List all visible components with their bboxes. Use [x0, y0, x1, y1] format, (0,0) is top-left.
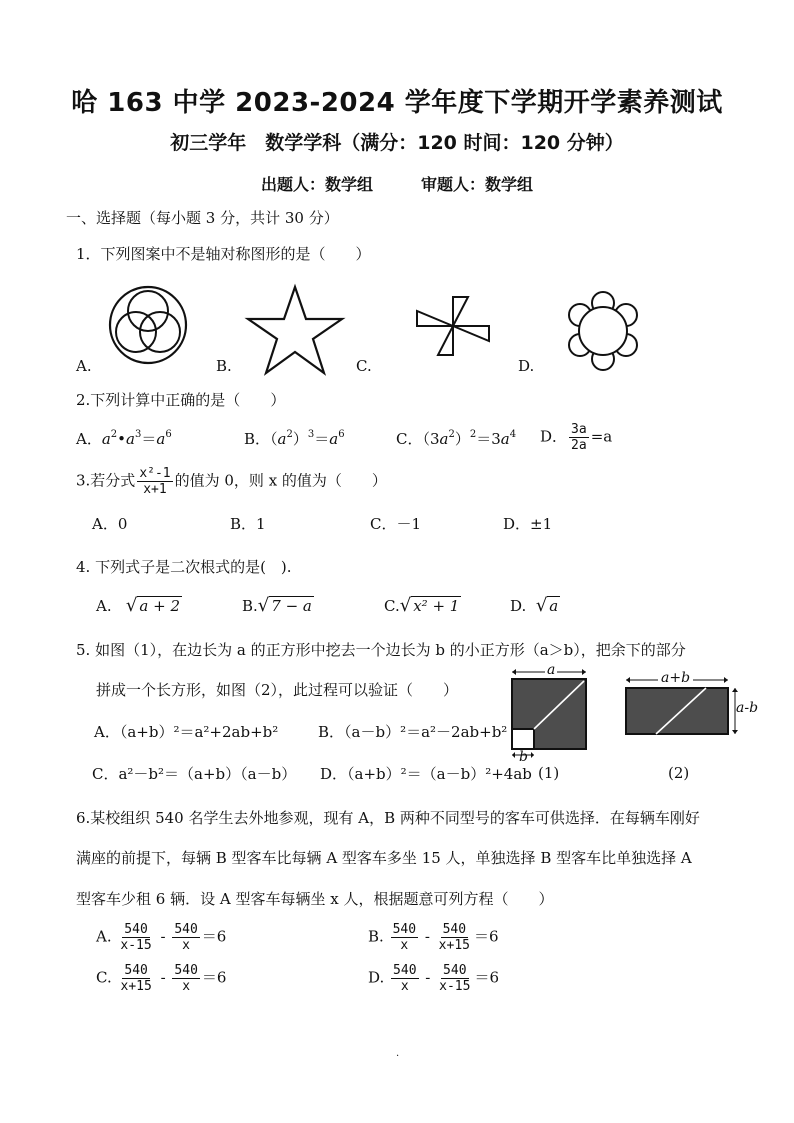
q6-b-frac2	[437, 922, 472, 953]
q4-option-d	[510, 596, 560, 616]
q1-figure-c-pinwheel	[413, 295, 493, 357]
q3-stem	[76, 466, 387, 497]
q2-option-b-label: B．	[244, 430, 271, 448]
q5-fig2-caption: (2)	[668, 764, 690, 782]
q4-c-radicand: x² + 1	[413, 597, 460, 615]
q4-a-label: A.	[96, 597, 112, 615]
q6-d-d1: x	[400, 979, 409, 994]
q3-numerator: x²-1	[139, 466, 171, 481]
q6-b-n2: 540	[442, 922, 467, 937]
q2-d-numerator: 3a	[571, 422, 587, 437]
q5-fig2-side-label	[736, 700, 758, 716]
q4-option-a	[96, 596, 182, 616]
q6-a-d1: x-15	[120, 938, 152, 953]
q2-option-b: B．$(a^2)^3=a^6$	[244, 429, 345, 448]
q5-fig2-side-text: a-b	[736, 700, 759, 716]
q6-d-label: D.	[368, 968, 385, 987]
q6-a-frac2	[172, 922, 199, 953]
footer-dot: .	[396, 1048, 400, 1059]
q6-c-frac2	[172, 963, 199, 994]
q1-figure-a-three-circles	[108, 285, 188, 365]
q4-d-radical: √ a	[535, 595, 559, 616]
q6-line2: 满座的前提下，每辆 B 型客车比每辆 A 型客车多坐 15 人，单独选择 B 型客车比单独选择 A	[76, 849, 692, 867]
q4-d-label: D.	[510, 597, 527, 615]
q1-option-c-label: C.	[356, 357, 372, 375]
q6-a-frac1	[118, 922, 153, 953]
q6-b-label: B.	[368, 927, 384, 946]
q6-line3: 型客车少租 6 辆．设 A 型客车每辆坐 x 人，根据题意可列方程（ ）	[76, 890, 554, 908]
q6-a-n2: 540	[174, 922, 198, 937]
q6-a-rhs: ＝6	[201, 927, 227, 946]
q1-figure-d-flower	[562, 290, 644, 372]
q5-fig1-top-label	[545, 662, 557, 678]
q4-option-c	[384, 596, 461, 616]
q6-c-rhs: ＝6	[201, 968, 227, 987]
q6-a-d2: x	[182, 938, 190, 953]
q3-denominator: x+1	[143, 482, 167, 497]
q6-c-n2: 540	[174, 963, 198, 978]
q1-figure-b-star	[245, 285, 345, 375]
q5-fig1-bottom-label	[519, 749, 528, 765]
q6-d-n1: 540	[393, 963, 417, 978]
section-heading: 一、选择题（每小题 3 分，共计 30 分）	[66, 209, 339, 227]
q5-option-c: C．a²－b²＝（a+b）（a－b）	[92, 765, 297, 783]
q4-c-radical: √ x² + 1	[399, 595, 460, 616]
q3-option-d: D．±1	[503, 515, 553, 533]
q6-c-label: C.	[96, 968, 112, 987]
exam-subtitle: 初三学年 数学学科（满分：120 时间：120 分钟）	[170, 132, 624, 154]
q6-option-b: B. $\frac{540}{x}$ - $\frac{540}{x+15}$ ＝6	[368, 922, 499, 953]
q6-b-d2: x+15	[438, 938, 470, 953]
q2-option-c: C．$(3a^2)^2=3a^4$	[396, 429, 517, 448]
q4-d-radicand: a	[549, 597, 559, 615]
q2-option-d	[540, 422, 612, 453]
q1-option-a-label: A.	[76, 357, 92, 375]
q5-fig2-top-text: a+b	[661, 670, 691, 686]
q6-d-frac2	[437, 963, 472, 994]
q3-option-b: B．1	[230, 515, 266, 533]
q1-option-d-label: D.	[518, 357, 535, 375]
q5-option-b: B．（a－b）²＝a²－2ab+b²	[318, 723, 508, 741]
q6-option-a: A. $\frac{540}{x-15}$ - $\frac{540}{x}$ ＝6	[96, 922, 227, 953]
q3-suffix: 的值为 0，则 x 的值为（ ）	[174, 471, 387, 490]
q2-d-denominator: 2a	[571, 438, 587, 453]
q5-option-d: D．（a+b）²＝（a－b）²+4ab	[320, 765, 532, 783]
q3-option-a: A．0	[92, 515, 128, 533]
q1-stem: 1．下列图案中不是轴对称图形的是（ ）	[76, 245, 371, 263]
q6-b-frac1	[391, 922, 418, 953]
q6-c-d1: x+15	[120, 979, 152, 994]
q4-b-radical: √ 7 − a	[257, 595, 312, 616]
q2-option-c-label: C．	[396, 430, 423, 448]
q2-d-fraction	[569, 422, 589, 453]
q6-b-d1: x	[400, 938, 409, 953]
q4-c-label: C.	[384, 597, 400, 615]
q6-d-n2: 540	[443, 963, 467, 978]
q6-line1: 6.某校组织 540 名学生去外地参观，现有 A，B 两种不同型号的客车可供选择．在每辆车刚好	[76, 809, 700, 827]
q6-a-label: A.	[96, 927, 112, 946]
q2-stem: 2.下列计算中正确的是（ ）	[76, 391, 286, 409]
q5-option-a: A．（a+b）²＝a²+2ab+b²	[94, 723, 279, 741]
q2-option-a: A．$a^2•a^3=a^6$	[76, 429, 172, 448]
q5-fig1-top-text: a	[547, 662, 556, 678]
q4-b-label: B.	[242, 597, 258, 615]
q5-fig2-top-label	[658, 670, 693, 686]
q6-a-n1: 540	[124, 922, 148, 937]
q6-b-n1: 540	[392, 922, 417, 937]
q2-option-d-label: D．	[540, 427, 568, 446]
q2-d-rhs: =a	[590, 427, 613, 446]
exam-title: 哈 163 中学 2023-2024 学年度下学期开学素养测试	[71, 88, 723, 118]
q6-c-n1: 540	[124, 963, 148, 978]
q6-d-frac1	[391, 963, 418, 994]
q5-fig1-caption: (1)	[538, 764, 560, 782]
q3-fraction	[137, 466, 172, 497]
q4-b-radicand: 7 − a	[271, 597, 312, 615]
q6-c-frac1	[119, 963, 154, 994]
q6-d-d2: x-15	[439, 979, 471, 994]
q4-option-b	[242, 596, 314, 616]
q3-option-c: C．－1	[370, 515, 422, 533]
q3-prefix: 3.若分式	[76, 471, 136, 490]
q4-a-radical: √ a + 2	[125, 595, 180, 616]
exam-authors: 出题人：数学组 审题人：数学组	[260, 175, 533, 194]
q6-option-c: C. $\frac{540}{x+15}$ - $\frac{540}{x}$ ＝6	[96, 963, 227, 994]
q4-a-radicand: a + 2	[139, 597, 180, 615]
q6-d-rhs: ＝6	[474, 968, 499, 987]
q5-fig1-bottom-text: b	[519, 749, 528, 765]
q6-c-d2: x	[182, 979, 191, 994]
q6-b-rhs: ＝6	[473, 927, 499, 946]
q4-stem: 4. 下列式子是二次根式的是( ).	[76, 558, 292, 576]
q2-option-a-label: A．	[76, 430, 102, 448]
q1-option-b-label: B.	[216, 357, 232, 375]
q5-line1: 5. 如图（1），在边长为 a 的正方形中挖去一个边长为 b 的小正方形（a＞b），把余下的部分	[76, 641, 686, 659]
q6-option-d: D. $\frac{540}{x}$ - $\frac{540}{x-15}$ ＝6	[368, 963, 499, 994]
q5-line2: 拼成一个长方形，如图（2），此过程可以验证（ ）	[96, 681, 459, 699]
